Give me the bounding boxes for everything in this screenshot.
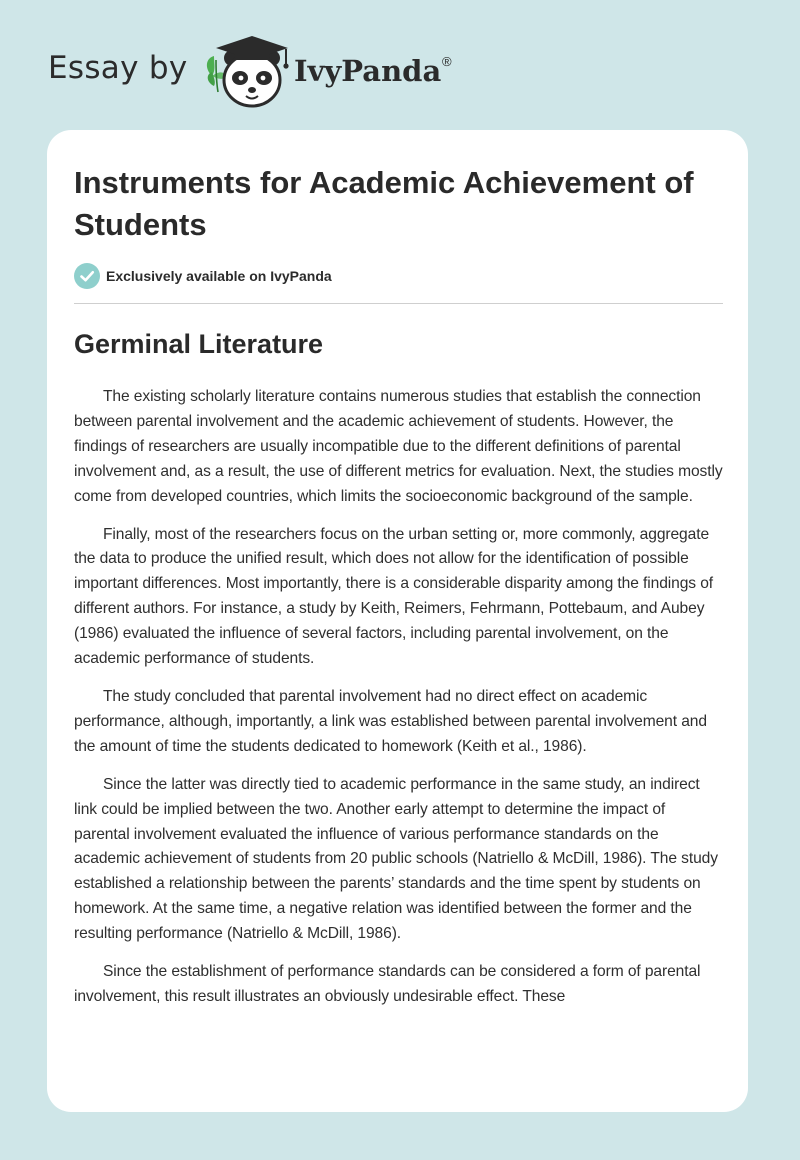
brand-registered-mark: ®	[442, 54, 452, 69]
section-heading: Germinal Literature	[74, 329, 324, 359]
paragraph: The study concluded that parental involvement had no direct effect on academic performance, although, importantly, a link was established between parental involvement and the amount of time the students dedicated to homework (Keith et al., 1986).	[74, 687, 707, 755]
site-brand[interactable]	[48, 30, 508, 110]
exclusive-badge-label: Exclusively available on IvyPanda	[106, 268, 332, 284]
paragraph: Finally, most of the researchers focus on the urban setting or, more commonly, aggregate the data to produce the unified result, which does not allow for the identification of possible important differences. Most importantly, there is a considerable disparity among the findings of different authors. For instance, a study by Keith, Reimers, Fehrmann, Pottebaum, and Aubey (1986) evaluated the influence of several factors, including parental involvement, on the academic performance of students.	[74, 525, 714, 668]
essay-card	[47, 130, 748, 1112]
exclusive-badge	[74, 263, 332, 289]
brand-prefix: Essay by	[48, 50, 188, 86]
paragraph: The existing scholarly literature contains numerous studies that establish the connection between parental involvement and the academic achievement of students. However, the findings of researchers are usually incompatible due to the different definitions of parental involvement and, as a result, the use of different metrics for evaluation. Next, the studies mostly come from developed countries, which limits the socioeconomic background of the sample.	[74, 388, 723, 505]
essay-body	[74, 385, 724, 1023]
brand-name: IvyPanda	[294, 54, 442, 88]
essay-title: Instruments for Academic Achievement of Students	[74, 165, 694, 242]
paragraph: Since the establishment of performance standards can be considered a form of parental involvement, this result illustrates an obviously undesirable effect. These	[74, 963, 701, 1005]
check-circle-icon	[74, 263, 100, 289]
title-divider	[74, 303, 723, 304]
panda-graduate-logo-icon	[202, 30, 294, 110]
paragraph: Since the latter was directly tied to academic performance in the same study, an indirect link could be implied between the two. Another early attempt to determine the impact of parental involvement evaluated the influence of various performance standards on the academic achievement of students from 20 public schools (Natriello & McDill, 1986). The study established a relationship between the parents’ standards and the time spent by students on homework. At the same time, a negative relation was identified between the former and the resulting performance (Natriello & McDill, 1986).	[74, 775, 718, 943]
